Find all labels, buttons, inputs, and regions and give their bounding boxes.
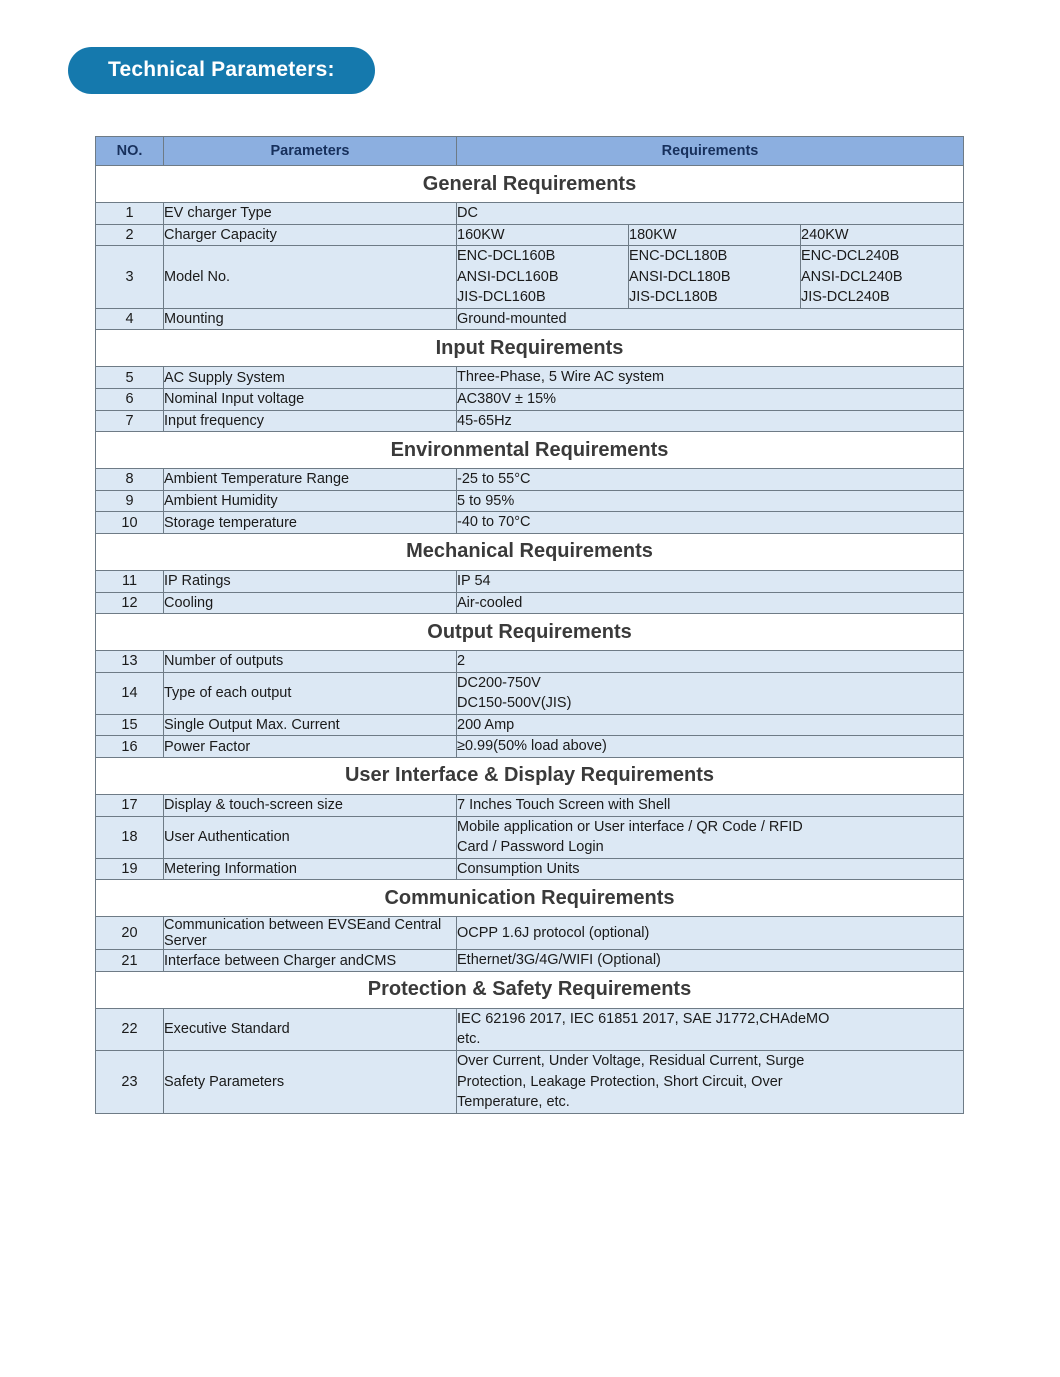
row-number: 18 [96,816,164,858]
table-row [96,224,964,246]
parameter-name: Input frequency [164,410,457,432]
row-number: 21 [96,950,164,972]
row-number: 3 [96,246,164,309]
table-row [96,570,964,592]
parameter-name: Power Factor [164,736,457,758]
row-number: 15 [96,714,164,736]
requirement-value: -40 to 70°C [457,512,964,534]
parameter-name: Ambient Humidity [164,490,457,512]
parameter-name: Number of outputs [164,651,457,673]
section-heading: Protection & Safety Requirements [96,971,964,1008]
technical-parameters-title-banner [68,47,375,94]
table-row [96,917,964,950]
table-row [96,389,964,411]
parameter-name: Type of each output [164,672,457,714]
parameter-name: Model No. [164,246,457,309]
row-number: 5 [96,367,164,389]
table-row [96,490,964,512]
parameter-name: Display & touch-screen size [164,794,457,816]
section-header-row [96,880,964,917]
row-number: 9 [96,490,164,512]
column-header-requirements: Requirements [457,137,964,166]
row-number: 13 [96,651,164,673]
parameter-name: Cooling [164,592,457,614]
parameter-name: Nominal Input voltage [164,389,457,411]
row-number: 22 [96,1008,164,1050]
requirement-value: IP 54 [457,570,964,592]
table-row [96,410,964,432]
parameter-name: Communication between EVSEand Central Server [164,917,457,950]
section-header-row [96,166,964,203]
section-header-row [96,971,964,1008]
parameter-name: Interface between Charger andCMS [164,950,457,972]
row-number: 10 [96,512,164,534]
row-number: 11 [96,570,164,592]
requirement-value: Ground-mounted [457,308,964,330]
parameter-name: EV charger Type [164,203,457,225]
table-row [96,714,964,736]
row-number: 16 [96,736,164,758]
parameter-name: Single Output Max. Current [164,714,457,736]
section-heading: User Interface & Display Requirements [96,757,964,794]
requirement-value: OCPP 1.6J protocol (optional) [457,917,964,950]
section-header-row [96,432,964,469]
parameter-name: Ambient Temperature Range [164,469,457,491]
table-header-row [96,137,964,166]
row-number: 8 [96,469,164,491]
table-row [96,512,964,534]
requirement-value: ENC-DCL180B ANSI-DCL180B JIS-DCL180B [629,246,801,309]
requirement-value: DC200-750V DC150-500V(JIS) [457,672,964,714]
requirement-value: Three-Phase, 5 Wire AC system [457,367,964,389]
parameter-name: Executive Standard [164,1008,457,1050]
table-row [96,736,964,758]
requirement-value: AC380V ± 15% [457,389,964,411]
table-row [96,816,964,858]
row-number: 12 [96,592,164,614]
table-row [96,794,964,816]
table-body [96,166,964,1114]
specifications-table [95,136,964,1114]
requirement-value: 160KW [457,224,629,246]
requirement-value: ENC-DCL160B ANSI-DCL160B JIS-DCL160B [457,246,629,309]
requirement-value: IEC 62196 2017, IEC 61851 2017, SAE J1772,CHAdeMO etc. [457,1008,964,1050]
column-header-parameters: Parameters [164,137,457,166]
requirement-value: 2 [457,651,964,673]
parameter-name: Storage temperature [164,512,457,534]
section-heading: Environmental Requirements [96,432,964,469]
section-header-row [96,614,964,651]
row-number: 20 [96,917,164,950]
row-number: 6 [96,389,164,411]
row-number: 1 [96,203,164,225]
table-row [96,1008,964,1050]
specifications-table-container [95,136,963,1114]
requirement-value: Over Current, Under Voltage, Residual Current, Surge Protection, Leakage Protection, Short Circuit, Over Temperature, etc. [457,1051,964,1114]
table-row [96,950,964,972]
row-number: 14 [96,672,164,714]
requirement-value: Mobile application or User interface / QR Code / RFID Card / Password Login [457,816,964,858]
row-number: 7 [96,410,164,432]
section-heading: Mechanical Requirements [96,533,964,570]
section-heading: Communication Requirements [96,880,964,917]
table-row [96,592,964,614]
section-header-row [96,330,964,367]
parameter-name: Mounting [164,308,457,330]
table-row [96,1051,964,1114]
requirement-value: Ethernet/3G/4G/WIFI (Optional) [457,950,964,972]
section-heading: General Requirements [96,166,964,203]
requirement-value: -25 to 55°C [457,469,964,491]
requirement-value: ENC-DCL240B ANSI-DCL240B JIS-DCL240B [801,246,964,309]
table-row [96,858,964,880]
section-heading: Input Requirements [96,330,964,367]
row-number: 19 [96,858,164,880]
table-row [96,651,964,673]
parameter-name: Metering Information [164,858,457,880]
table-row [96,308,964,330]
requirement-value: ≥0.99(50% load above) [457,736,964,758]
table-row [96,203,964,225]
requirement-value: 240KW [801,224,964,246]
parameter-name: IP Ratings [164,570,457,592]
requirement-value: 45-65Hz [457,410,964,432]
table-row [96,367,964,389]
section-heading: Output Requirements [96,614,964,651]
section-header-row [96,757,964,794]
table-row [96,672,964,714]
requirement-value: DC [457,203,964,225]
parameter-name: User Authentication [164,816,457,858]
section-header-row [96,533,964,570]
row-number: 23 [96,1051,164,1114]
row-number: 17 [96,794,164,816]
table-row [96,469,964,491]
row-number: 4 [96,308,164,330]
parameter-name: AC Supply System [164,367,457,389]
requirement-value: 7 Inches Touch Screen with Shell [457,794,964,816]
requirement-value: 5 to 95% [457,490,964,512]
parameter-name: Safety Parameters [164,1051,457,1114]
column-header-no: NO. [96,137,164,166]
table-header [96,137,964,166]
requirement-value: Air-cooled [457,592,964,614]
requirement-value: Consumption Units [457,858,964,880]
row-number: 2 [96,224,164,246]
requirement-value: 200 Amp [457,714,964,736]
requirement-value: 180KW [629,224,801,246]
table-row [96,246,964,309]
parameter-name: Charger Capacity [164,224,457,246]
page-title: Technical Parameters: [68,47,375,94]
